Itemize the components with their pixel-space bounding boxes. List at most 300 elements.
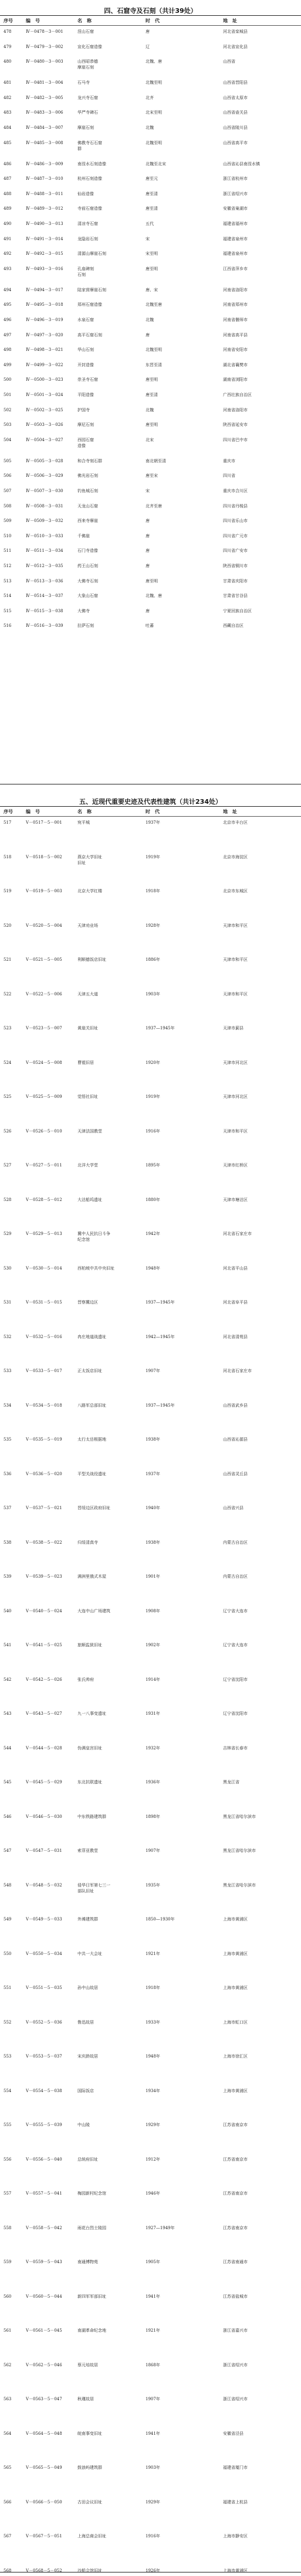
cell-code: Ⅴ－0531－5－015	[26, 1300, 62, 1305]
cell-era: 1940年	[146, 1506, 160, 1510]
cell-loc: 四川省	[223, 473, 235, 478]
cell-name: 孔庙碑刻	[77, 267, 94, 271]
cell-code: Ⅴ－0549－5－033	[26, 1917, 62, 1922]
cell-code: Ⅳ－0508－3－031	[26, 504, 63, 509]
cell-name: 宣化石窟造像	[77, 45, 102, 49]
cell-era: 1918年	[146, 889, 160, 893]
header-era: 时 代	[146, 808, 160, 814]
cell-code: Ⅳ－0486－3－009	[26, 162, 63, 166]
cell-seq: 522	[4, 992, 12, 997]
cell-code: Ⅳ－0487－3－010	[26, 176, 63, 181]
cell-code: Ⅳ－0479－3－002	[26, 45, 63, 49]
cell-era: 1895年	[146, 1163, 160, 1168]
header-seq: 序号	[4, 18, 13, 23]
cell-loc: 河北省宣化县	[223, 45, 248, 49]
cell-era: 1902年	[146, 1643, 160, 1647]
cell-loc: 江苏省南通市	[223, 2260, 248, 2264]
cell-loc: 浙江省绍兴市	[223, 2397, 248, 2401]
cell-name: 皖南事变旧址	[77, 2431, 102, 2436]
cell-code: Ⅳ－0481－3－004	[26, 80, 63, 85]
cell-seq: 562	[4, 2363, 12, 2367]
cell-seq: 505	[4, 459, 12, 463]
cell-era: 唐至清	[146, 393, 158, 397]
cell-seq: 514	[4, 593, 12, 598]
cell-code: Ⅳ－0510－3－033	[26, 534, 63, 538]
cell-seq: 503	[4, 422, 12, 427]
cell-seq: 530	[4, 1266, 12, 1271]
cell-code: Ⅳ－0480－3－003	[26, 59, 63, 64]
cell-code: Ⅴ－0557－5－041	[26, 2191, 62, 2196]
cell-seq: 539	[4, 1574, 12, 1579]
cell-loc: 河北省阜平县	[223, 1300, 248, 1305]
cell-loc: 福建省泉州市	[223, 251, 248, 256]
cell-era: 辽	[146, 45, 150, 49]
cell-era: 1901年	[146, 1574, 160, 1579]
cell-era: 北魏	[146, 408, 154, 412]
cell-era: 1936年	[146, 1780, 160, 1785]
cell-era: 北齐至唐	[146, 504, 162, 509]
cell-era: 1932年	[146, 1746, 160, 1751]
cell-era: 1929年	[146, 2500, 160, 2505]
cell-era: 1905年	[146, 2260, 160, 2264]
cell-loc: 天津市红桥区	[223, 1163, 248, 1168]
cell-name: 鲁迅故居	[77, 2020, 94, 2025]
cell-seq: 486	[4, 162, 12, 166]
cell-seq: 549	[4, 1917, 12, 1922]
cell-era: 1948年	[146, 1266, 160, 1271]
cell-seq: 533	[4, 1369, 12, 1373]
cell-loc: 山西省太原市	[223, 95, 248, 100]
cell-name: 中山陵	[77, 2123, 90, 2127]
cell-seq: 534	[4, 1403, 12, 1408]
cell-loc: 山西省沁县南涅水镇	[223, 162, 260, 166]
cell-code: Ⅴ－0535－5－019	[26, 1437, 62, 1442]
cell-era: 1868年	[146, 2363, 160, 2367]
cell-era: 1927—1949年	[146, 2226, 175, 2230]
cell-era: 北魏	[146, 318, 154, 322]
cell-code: Ⅳ－0494－3－017	[26, 288, 63, 292]
cell-loc: 山西省灵丘县	[223, 1472, 248, 1476]
cell-seq: 547	[4, 1848, 12, 1853]
cell-code: Ⅳ－0514－3－037	[26, 593, 63, 598]
cell-loc: 安徽省巢湖市	[223, 206, 248, 211]
cell-era: 1926年	[146, 2568, 160, 2573]
cell-name: 华山石刻	[77, 347, 94, 352]
cell-era: 唐至宋	[146, 473, 158, 478]
cell-code: Ⅳ－0483－3－006	[26, 110, 63, 115]
cell-name: 摩崖石刻	[77, 125, 94, 130]
cell-era: 1920年	[146, 1060, 160, 1065]
cell-code: Ⅴ－0533－5－017	[26, 1369, 62, 1373]
cell-era: 1929年	[146, 2123, 160, 2127]
cell-seq: 512	[4, 564, 12, 568]
cell-era: 1898年	[146, 1814, 160, 1819]
cell-era: 1921年	[146, 2328, 160, 2333]
cell-code: Ⅴ－0563－5－047	[26, 2397, 62, 2401]
cell-name-continued: 摩崖石刻	[77, 65, 94, 70]
cell-loc: 黑龙江省	[223, 1780, 239, 1785]
cell-name: 中共一大会址	[77, 1951, 102, 1956]
cell-era: 南北朝至清	[146, 459, 166, 463]
cell-seq: 546	[4, 1814, 12, 1819]
cell-seq: 506	[4, 473, 12, 478]
cell-code: Ⅳ－0504－3－027	[26, 438, 63, 442]
cell-era: 北齐	[146, 95, 154, 100]
cell-loc: 广西壮族自治区	[223, 393, 252, 397]
cell-name: 和合寺刻石群	[77, 459, 102, 463]
cell-loc: 湖南省浏阳市	[223, 377, 248, 382]
cell-loc: 上海市黄浦区	[223, 1985, 248, 1990]
cell-era: 北魏至明	[146, 141, 162, 145]
cell-name: 天龙山石窟	[77, 504, 98, 509]
cell-name: 上海总商会旧址	[77, 2534, 106, 2539]
cell-code: Ⅴ－0537－5－021	[26, 1506, 62, 1510]
cell-loc: 河南省安阳市	[223, 347, 248, 352]
cell-era: 1903年	[146, 992, 160, 997]
cell-code: Ⅳ－0511－3－034	[26, 548, 63, 553]
cell-name: 八路军总部旧址	[77, 1403, 106, 1408]
cell-seq: 493	[4, 267, 12, 271]
cell-name: 天津劝业场	[77, 923, 98, 928]
cell-seq: 550	[4, 1951, 12, 1956]
cell-era: 唐至清	[146, 206, 158, 211]
cell-era: 1935年	[146, 1883, 160, 1888]
cell-seq: 542	[4, 1677, 12, 1682]
cell-name: 觉悟社旧址	[77, 1094, 98, 1099]
cell-era: 北宋	[146, 438, 154, 442]
cell-code: Ⅳ－0498－3－021	[26, 347, 63, 352]
header-name: 名 称	[77, 18, 92, 23]
cell-loc: 山西省晋阳县	[223, 80, 248, 85]
cell-name: 黄崖关旧址	[77, 1026, 98, 1031]
cell-name: 晋察冀边区	[77, 1300, 98, 1305]
header-code: 编 号	[26, 18, 40, 23]
cell-code: Ⅴ－0536－5－020	[26, 1472, 62, 1476]
cell-loc: 辽宁省沈阳市	[223, 1711, 248, 1716]
cell-era: 1850—1930年	[146, 1917, 175, 1922]
cell-seq: 520	[4, 923, 12, 928]
cell-code: Ⅳ－0489－3－012	[26, 206, 63, 211]
cell-era: 五代	[146, 221, 154, 226]
cell-name: 开封造像	[77, 363, 94, 367]
cell-loc: 上海市黄浦区	[223, 2089, 248, 2093]
cell-seq: 560	[4, 2294, 12, 2299]
cell-loc: 黑龙江省哈尔滨市	[223, 1814, 256, 1819]
cell-name: 新四军军部旧址	[77, 2294, 106, 2299]
cell-code: Ⅴ－0555－5－039	[26, 2123, 62, 2127]
cell-seq: 561	[4, 2328, 12, 2333]
cell-loc: 江苏省盐城市	[223, 2294, 248, 2299]
cell-seq: 497	[4, 333, 12, 337]
cell-loc: 甘肃省庆阳市	[223, 579, 248, 584]
cell-name: 石门寺造像	[77, 548, 98, 553]
cell-code: Ⅴ－0518－5－002	[26, 855, 62, 859]
cell-era: 唐至明	[146, 267, 158, 271]
cell-seq: 537	[4, 1506, 12, 1510]
cell-loc: 山西省	[223, 59, 235, 64]
cell-seq: 540	[4, 1609, 12, 1613]
cell-era: 北魏、唐	[146, 593, 162, 598]
cell-code: Ⅴ－0553－5－037	[26, 2054, 62, 2059]
cell-era: 1948年	[146, 2054, 160, 2059]
cell-name-continued: 旧址	[77, 861, 86, 865]
cell-name: 山西昭恭德	[77, 59, 98, 64]
cell-seq: 527	[4, 1163, 12, 1168]
header-rule	[0, 816, 301, 817]
cell-name: 郑州石窟造像	[77, 302, 102, 307]
cell-era: 1931年	[146, 1711, 160, 1716]
cell-seq: 554	[4, 2089, 12, 2093]
cell-code: Ⅴ－0524－5－008	[26, 1060, 62, 1065]
cell-seq: 507	[4, 489, 12, 493]
cell-seq: 499	[4, 363, 12, 367]
cell-name: 利顺德饭店旧址	[77, 957, 106, 962]
cell-name-continued: 造像	[77, 443, 86, 448]
cell-era: 唐	[146, 609, 150, 613]
cell-era: 1937年	[146, 1472, 160, 1476]
cell-era: 唐至明	[146, 579, 158, 584]
cell-seq: 518	[4, 855, 12, 859]
cell-loc: 山西省沁源县	[223, 1437, 248, 1442]
cell-loc: 北京市丰台区	[223, 820, 248, 825]
cell-loc: 重庆市合川区	[223, 489, 248, 493]
cell-seq: 502	[4, 408, 12, 412]
cell-era: 北魏至北宋	[146, 162, 166, 166]
cell-era: 1937—1945年	[146, 1026, 175, 1031]
header-loc: 地 址	[223, 808, 237, 814]
cell-name-continued: 纪念馆	[77, 1237, 90, 1242]
cell-loc: 浙江省杭州市	[223, 176, 248, 181]
cell-code: Ⅴ－0519－5－003	[26, 889, 62, 893]
cell-era: 1942年	[146, 1231, 160, 1236]
cell-loc: 天津市和平区	[223, 957, 248, 962]
cell-name: 钓鱼城石刻	[77, 489, 98, 493]
cell-loc: 河南省高平县	[223, 333, 248, 337]
cell-era: 宋至明	[146, 251, 158, 256]
cell-name: 北洋大学堂	[77, 1163, 98, 1168]
cell-loc: 天津市和平区	[223, 923, 248, 928]
cell-seq: 557	[4, 2191, 12, 2196]
cell-loc: 西藏自治区	[223, 623, 243, 628]
cell-era: 1918年	[146, 1985, 160, 1990]
cell-name: 佛光岩石刻	[77, 473, 98, 478]
cell-era: 1907年	[146, 1369, 160, 1373]
cell-era: 北魏至明	[146, 347, 162, 352]
cell-seq: 567	[4, 2534, 12, 2539]
cell-loc: 四川省乐山市	[223, 518, 248, 523]
cell-name: 大连中山广场建筑	[77, 1609, 110, 1613]
cell-name: 杭州石刻造像	[77, 176, 102, 181]
cell-era: 1921年	[146, 1951, 160, 1956]
cell-name: 旅顺监狱旧址	[77, 1643, 102, 1647]
cell-loc: 山西省武乡县	[223, 1403, 248, 1408]
cell-name: 护国寺	[77, 408, 90, 412]
cell-code: Ⅴ－0564－5－048	[26, 2431, 62, 2436]
cell-seq: 496	[4, 318, 12, 322]
cell-loc: 河北省清苑县	[223, 1335, 248, 1339]
cell-code: Ⅴ－0552－5－036	[26, 2020, 62, 2025]
cell-name: 清凉寺石窟	[77, 221, 98, 226]
cell-loc: 天津市塘沽区	[223, 1197, 248, 1202]
cell-code: Ⅴ－0567－5－051	[26, 2534, 62, 2539]
cell-loc: 辽宁省沈阳市	[223, 1677, 248, 1682]
cell-seq: 487	[4, 176, 12, 181]
cell-seq: 508	[4, 504, 12, 509]
cell-loc: 山西省壶关县	[223, 110, 248, 115]
cell-code: Ⅴ－0561－5－045	[26, 2328, 62, 2333]
cell-name: 九一八事变遗址	[77, 1711, 106, 1716]
cell-loc: 上海市黄浦区	[223, 1917, 248, 1922]
cell-name: 华严寺碑石	[77, 110, 98, 115]
cell-code: Ⅴ－0550－5－034	[26, 1951, 62, 1956]
cell-name: 冀中人民抗日斗争	[77, 1231, 110, 1236]
cell-code: Ⅳ－0496－3－019	[26, 318, 63, 322]
cell-seq: 490	[4, 221, 12, 226]
cell-seq: 480	[4, 59, 12, 64]
cell-name: 梅园新村纪念馆	[77, 2191, 106, 2196]
table-header	[0, 16, 301, 25]
cell-era: 1919年	[146, 855, 160, 859]
cell-loc: 湖北省襄樊市	[223, 363, 248, 367]
section-title: 四、石窟寺及石刻（共计39处）	[104, 7, 197, 15]
cell-era: 北魏	[146, 125, 154, 130]
cell-era: 1941年	[146, 2294, 160, 2299]
table-header	[0, 807, 301, 816]
cell-loc: 内蒙古自治区	[223, 1540, 248, 1545]
cell-code: Ⅳ－0495－3－018	[26, 302, 63, 307]
cell-name: 晋绥边区政府旧址	[77, 1506, 110, 1510]
cell-loc: 山西省高平市	[223, 141, 248, 145]
cell-name: 平阳造像	[77, 393, 94, 397]
cell-seq: 552	[4, 2020, 12, 2025]
cell-seq: 541	[4, 1643, 12, 1647]
cell-loc: 黑龙江省哈尔滨市	[223, 1883, 256, 1888]
cell-loc: 河南省郑州市	[223, 302, 248, 307]
cell-name: 沙船会馆旧址	[77, 2568, 102, 2573]
cell-loc: 山西省陵川县	[223, 125, 248, 130]
cell-era: 1937年	[146, 820, 160, 825]
cell-code: Ⅳ－0491－3－014	[26, 237, 63, 241]
cell-era: 北魏、唐	[146, 59, 162, 64]
cell-loc: 河北省栾城县	[223, 29, 248, 34]
cell-era: 1916年	[146, 2534, 160, 2539]
cell-code: Ⅳ－0501－3－024	[26, 393, 63, 397]
cell-code: Ⅳ－0512－3－035	[26, 564, 63, 568]
cell-seq: 524	[4, 1060, 12, 1065]
cell-era: 1907年	[146, 1848, 160, 1853]
cell-name: 东北抗联遗址	[77, 1780, 102, 1785]
cell-name: 太行太岳根据地	[77, 1437, 106, 1442]
cell-name-continued: 群	[77, 146, 82, 151]
cell-seq: 564	[4, 2431, 12, 2436]
cell-name: 侵华日军第七三一	[77, 1883, 110, 1888]
cell-seq: 494	[4, 288, 12, 292]
cell-seq: 526	[4, 1129, 12, 1134]
cell-era: 北魏至明	[146, 80, 162, 85]
cell-era: 北魏至唐	[146, 302, 162, 307]
cell-name: 龙隐岩石刻	[77, 237, 98, 241]
cell-code: Ⅴ－0538－5－022	[26, 1540, 62, 1545]
header-code: 编 号	[26, 808, 40, 814]
cell-loc: 辽宁省大连市	[223, 1609, 248, 1613]
cell-code: Ⅴ－0525－5－009	[26, 1094, 62, 1099]
cell-loc: 河北省石家庄市	[223, 1369, 252, 1373]
cell-name: 冉庄地道战遗址	[77, 1335, 106, 1339]
cell-seq: 521	[4, 957, 12, 962]
cell-name: 国际饭店	[77, 2089, 94, 2093]
header-name: 名 称	[77, 808, 92, 814]
cell-seq: 510	[4, 534, 12, 538]
cell-seq: 523	[4, 1026, 12, 1031]
cell-loc: 吉林省长春市	[223, 1746, 248, 1751]
cell-seq: 551	[4, 1985, 12, 1990]
cell-loc: 福建省上杭县	[223, 2500, 248, 2505]
cell-loc: 上海市黄浦区	[223, 1951, 248, 1956]
cell-code: Ⅴ－0540－5－024	[26, 1609, 62, 1613]
cell-loc: 福建省厦门市	[223, 2465, 248, 2470]
cell-loc: 内蒙古自治区	[223, 1574, 248, 1579]
cell-name: 高平石窟石刻	[77, 333, 102, 337]
cell-code: Ⅳ－0497－3－020	[26, 333, 63, 337]
cell-seq: 532	[4, 1335, 12, 1339]
cell-seq: 498	[4, 347, 12, 352]
cell-loc: 河北省石家庄市	[223, 1231, 252, 1236]
cell-code: Ⅳ－0490－3－013	[26, 221, 63, 226]
cell-era: 1928年	[146, 923, 160, 928]
cell-code: Ⅴ－0565－5－049	[26, 2465, 62, 2470]
cell-seq: 563	[4, 2397, 12, 2401]
cell-name: 平型关战役遗址	[77, 1472, 106, 1476]
cell-code: Ⅴ－0566－5－050	[26, 2500, 62, 2505]
cell-name: 寺前石窟造像	[77, 206, 102, 211]
cell-name: 曹锟旧居	[77, 1060, 94, 1065]
cell-seq: 528	[4, 1197, 12, 1202]
cell-code: Ⅳ－0485－3－008	[26, 141, 63, 145]
cell-code: Ⅴ－0544－5－028	[26, 1746, 62, 1751]
cell-era: 北宋至明	[146, 110, 162, 115]
cell-loc: 重庆市	[223, 459, 235, 463]
cell-seq: 481	[4, 80, 12, 85]
cell-seq: 483	[4, 110, 12, 115]
cell-loc: 天津市和平区	[223, 992, 248, 997]
cell-loc: 北京市海淀区	[223, 855, 248, 859]
cell-name-continued: 部队旧址	[77, 1889, 94, 1893]
cell-code: Ⅳ－0488－3－011	[26, 192, 63, 196]
cell-seq: 529	[4, 1231, 12, 1236]
cell-name: 西柏坡中共中央旧址	[77, 1266, 114, 1271]
cell-name: 雨花台烈士陵园	[77, 2226, 106, 2230]
cell-name: 鼓浪屿建筑群	[77, 2465, 102, 2470]
cell-code: Ⅳ－0478－3－001	[26, 29, 63, 34]
cell-era: 1908年	[146, 1609, 160, 1613]
cell-era: 吐蕃	[146, 623, 154, 628]
cell-code: Ⅴ－0551－5－035	[26, 1985, 62, 1990]
cell-seq: 479	[4, 45, 12, 49]
cell-loc: 四川省丹棱县	[223, 504, 248, 509]
cell-loc: 江苏省南京市	[223, 2226, 248, 2230]
cell-loc: 天津市蓟县	[223, 1026, 243, 1031]
cell-era: 唐	[146, 564, 150, 568]
cell-loc: 上海市虹口区	[223, 2020, 248, 2025]
cell-seq: 525	[4, 1094, 12, 1099]
cell-seq: 488	[4, 192, 12, 196]
cell-name: 张氏帅府	[77, 1677, 94, 1682]
cell-code: Ⅴ－0554－5－038	[26, 2089, 62, 2093]
cell-loc: 河南省偃师市	[223, 318, 248, 322]
cell-era: 唐至明	[146, 422, 158, 427]
cell-era: 1941年	[146, 2431, 160, 2436]
cell-code: Ⅴ－0539－5－023	[26, 1574, 62, 1579]
